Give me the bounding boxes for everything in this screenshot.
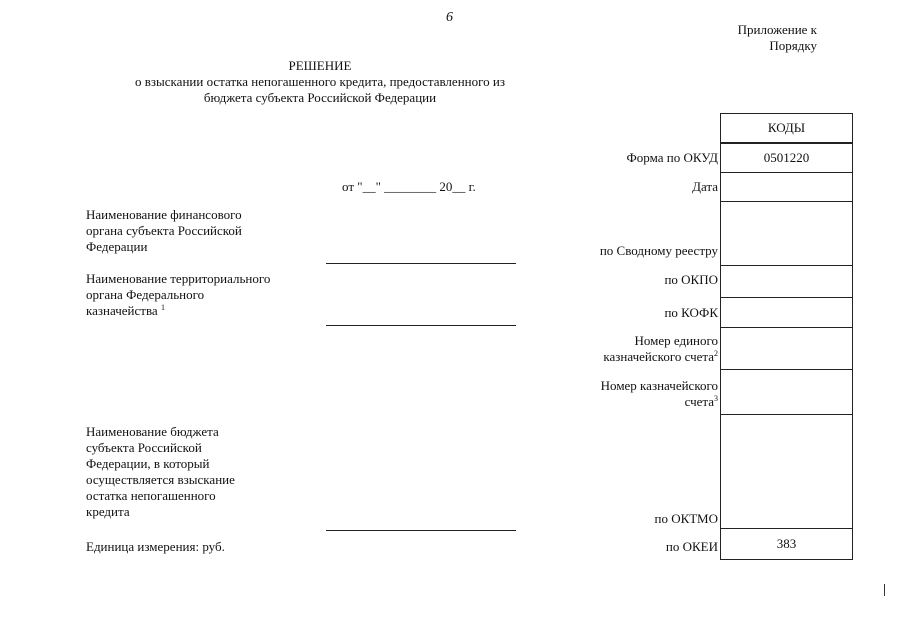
appendix-line2: Порядку: [769, 38, 817, 53]
page-number: 6: [446, 10, 453, 25]
document-title: [80, 58, 560, 106]
appendix-note: [697, 22, 817, 54]
label-kazn-schet-text: Номер казначейского счета: [600, 378, 718, 409]
codes-table: [720, 113, 853, 560]
code-kazn-schet[interactable]: [721, 370, 852, 415]
code-okei[interactable]: 383: [776, 536, 797, 551]
label-okud: Форма по ОКУД: [626, 150, 718, 165]
date-line: от "__" ________ 20__ г.: [342, 179, 476, 194]
footnote-2: 2: [714, 349, 718, 358]
label-date: Дата: [692, 179, 718, 194]
codes-header: КОДЫ: [721, 114, 852, 144]
label-kazn-schet: [568, 378, 718, 410]
appendix-line1: Приложение к: [737, 22, 817, 37]
label-territorial-organ-text: Наименование территориального органа Федерального казначейства: [86, 271, 271, 318]
label-unit: Единица измерения: руб.: [86, 539, 225, 554]
fin-organ-line: [326, 263, 516, 264]
label-okei: по ОКЕИ: [665, 539, 718, 554]
label-edin-schet: [568, 333, 718, 365]
label-okpo: по ОКПО: [664, 272, 718, 287]
footnote-3: 3: [714, 394, 718, 403]
code-oktmo[interactable]: [721, 415, 852, 529]
label-fin-organ: Наименование финансового органа субъекта Российской Федерации: [86, 207, 242, 254]
code-edin-schet[interactable]: [721, 328, 852, 370]
code-okud[interactable]: 0501220: [721, 144, 852, 173]
code-date[interactable]: [721, 173, 852, 202]
label-budget: Наименование бюджета субъекта Российской Федерации, в который осуществляется взыскание остатка непогашенного кредита: [86, 424, 235, 519]
title-line2: бюджета субъекта Российской Федерации: [203, 90, 437, 105]
label-svodny: по Сводному реестру: [599, 243, 718, 258]
label-edin-schet-text: Номер единого казначейского счета: [603, 333, 718, 364]
code-kofk[interactable]: [721, 298, 852, 328]
label-oktmo: по ОКТМО: [654, 511, 718, 526]
code-svodny[interactable]: [721, 202, 852, 266]
label-kofk: по КОФК: [664, 305, 718, 320]
title-heading: РЕШЕНИЕ: [288, 58, 352, 73]
label-territorial-organ: [86, 271, 286, 319]
territorial-organ-line: [326, 325, 516, 326]
code-okpo[interactable]: [721, 266, 852, 298]
budget-line: [326, 530, 516, 531]
scan-edge-mark: [884, 584, 885, 596]
title-line1: о взыскании остатка непогашенного кредита, предоставленного из: [135, 74, 505, 89]
footnote-1: 1: [160, 303, 165, 312]
